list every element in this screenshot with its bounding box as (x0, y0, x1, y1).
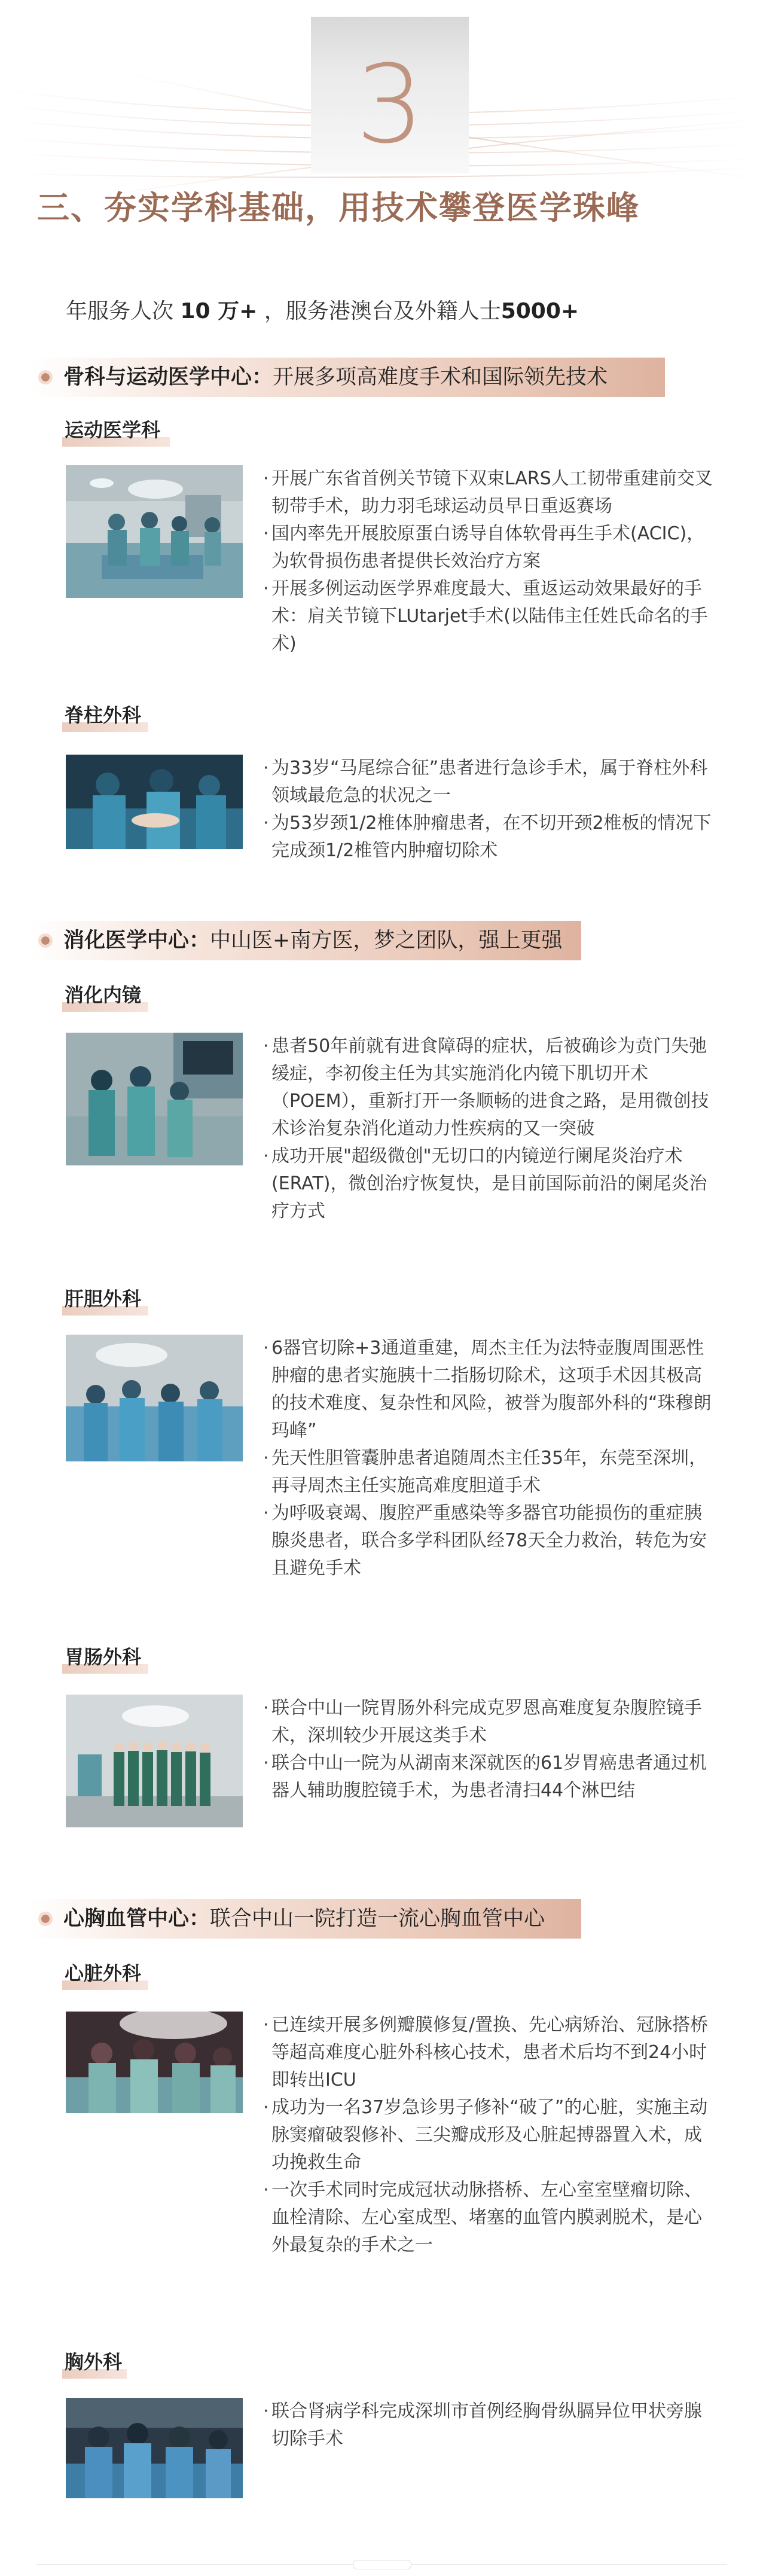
bullet-dot-icon (38, 370, 53, 384)
center-separator: ： (189, 929, 210, 953)
bullet-list (263, 1033, 718, 1225)
dept-label-sports-medicine (65, 416, 160, 449)
dept-label-thoracic (65, 2348, 122, 2381)
bullet-item: · 成功开展"超级微创"无切口的内镜逆行阑尾炎治疗术(ERAT)，微创治疗恢复快，是目前国际前沿的阑尾炎治疗方式 (263, 1143, 718, 1225)
bullet-item: · 先天性胆管囊肿患者追随周杰主任35年，东莞至深圳，再寻周杰主任实施高难度胆道手术 (263, 1445, 718, 1500)
summary-middle: ，服务港澳台及外籍人士 (257, 299, 501, 323)
section-number: 3 (355, 42, 425, 167)
bullet-item: · 为呼吸衰竭、腹腔严重感染等多器官功能损伤的重症胰腺炎患者，联合多学科团队经78天全力救治，转危为安且避免手术 (263, 1500, 718, 1582)
dept-label-hepatobiliary (65, 1284, 141, 1318)
footer-ornament (353, 2560, 411, 2569)
cardiac-surgery-photo (66, 2012, 243, 2113)
dept-label-cardiac (65, 1959, 141, 1992)
dept-name: 肝胆外科 (65, 1287, 142, 1310)
bullet-dot-icon (38, 1912, 53, 1926)
center-header-orthopedics (31, 358, 665, 397)
bullet-item: · 联合中山一院为从湖南来深就医的61岁胃癌患者通过机器人辅助腹腔镜手术，为患者清扫44个淋巴结 (263, 1750, 718, 1805)
thoracic-surgery-photo (66, 2398, 243, 2498)
center-description: 联合中山一院打造一流心胸血管中心 (210, 1907, 545, 1931)
bullet-dot-icon (38, 933, 53, 948)
bullet-item: · 成功为一名37岁急诊男子修补“破了”的心脏，实施主动脉窦瘤破裂修补、三尖瓣成形及心脏起搏器置入术，成功挽救生命 (263, 2094, 718, 2177)
dept-label-spine-surgery (65, 701, 141, 734)
center-name: 骨科与运动医学中心 (63, 365, 252, 389)
bullet-item: · 6器官切除+3通道重建，周杰主任为法特壶腹周围恶性肿瘤的患者实施胰十二指肠切除术，这项手术因其极高的技术难度、复杂性和风险，被誉为腹部外科的“珠穆朗玛峰” (263, 1335, 718, 1445)
operating-room-photo (66, 465, 243, 598)
center-header-text (63, 927, 562, 954)
bullet-item: · 为33岁“马尾综合征”患者进行急诊手术，属于脊柱外科领域最危急的状况之一 (263, 755, 718, 810)
summary-prefix: 年服务人次 (66, 299, 181, 323)
summary-service-count: 10 万+ (180, 299, 258, 323)
bullet-list (263, 755, 718, 865)
dept-name: 胃肠外科 (65, 1646, 142, 1668)
dept-name: 胸外科 (65, 2351, 123, 2373)
center-header-text (63, 1905, 545, 1933)
bullet-item: · 为53岁颈1/2椎体肿瘤患者，在不切开颈2椎板的情况下完成颈1/2椎管内肿瘤切除术 (263, 810, 718, 865)
center-name: 心胸血管中心 (63, 1907, 190, 1931)
dept-name: 消化内镜 (65, 984, 142, 1006)
center-header-digestive (31, 921, 581, 960)
section-title: 三、夯实学科基础，用技术攀登医学珠峰 (37, 189, 640, 227)
gastrointestinal-team-photo (66, 1695, 243, 1827)
center-header-text (63, 364, 608, 391)
bullet-item: · 患者50年前就有进食障碍的症状，后被确诊为贲门失弛缓症，李初俊主任为其实施消化内镜下肌切开术（POEM），重新打开一条顺畅的进食之路，是用微创技术诊治复杂消化道动力性疾病的又一突破 (263, 1033, 718, 1143)
section-hero (0, 0, 763, 299)
service-summary (66, 294, 579, 325)
bullet-item: · 开展多例运动医学界难度最大、重返运动效果最好的手术：肩关节镜下LUtarjet手术(以陆伟主任姓氏命名的手术) (263, 575, 718, 658)
center-description: 开展多项高难度手术和国际领先技术 (273, 365, 608, 389)
bullet-item: · 开展广东省首例关节镜下双束LARS人工韧带重建前交叉韧带手术，助力羽毛球运动员早日重返赛场 (263, 465, 718, 520)
hepatobiliary-surgery-photo (66, 1335, 243, 1461)
bullet-list (263, 465, 718, 658)
bullet-item: · 已连续开展多例瓣膜修复/置换、先心病矫治、冠脉搭桥等超高难度心脏外科核心技术，患者术后均不到24小时即转出ICU (263, 2012, 718, 2094)
center-separator: ： (189, 1907, 210, 1931)
bullet-item: · 联合肾病学科完成深圳市首例经胸骨纵膈异位甲状旁腺切除手术 (263, 2398, 718, 2453)
bullet-list (263, 1695, 718, 1805)
bullet-list (263, 2012, 718, 2259)
summary-foreign-count: 5000+ (500, 299, 579, 323)
dept-label-gastrointestinal (65, 1643, 141, 1676)
dept-label-endoscopy (65, 981, 141, 1014)
spine-surgery-photo (66, 755, 243, 849)
dept-name: 运动医学科 (65, 419, 161, 441)
bullet-item: · 一次手术同时完成冠状动脉搭桥、左心室室壁瘤切除、血栓清除、左心室成型、堵塞的血管内膜剥脱术，是心外最复杂的手术之一 (263, 2177, 718, 2259)
bullet-item: · 联合中山一院胃肠外科完成克罗恩高难度复杂腹腔镜手术，深圳较少开展这类手术 (263, 1695, 718, 1750)
dept-name: 心脏外科 (65, 1962, 142, 1985)
bullet-item: · 国内率先开展胶原蛋白诱导自体软骨再生手术(ACIC)，为软骨损伤患者提供长效治疗方案 (263, 520, 718, 575)
center-header-cardiothoracic (31, 1899, 581, 1939)
center-description: 中山医+南方医，梦之团队，强上更强 (210, 929, 563, 953)
bullet-list (263, 2398, 718, 2453)
center-separator: ： (252, 365, 273, 389)
section-number-card (311, 17, 469, 173)
center-name: 消化医学中心 (63, 929, 190, 953)
dept-name: 脊柱外科 (65, 704, 142, 727)
endoscopy-photo (66, 1033, 243, 1165)
bullet-list (263, 1335, 718, 1582)
